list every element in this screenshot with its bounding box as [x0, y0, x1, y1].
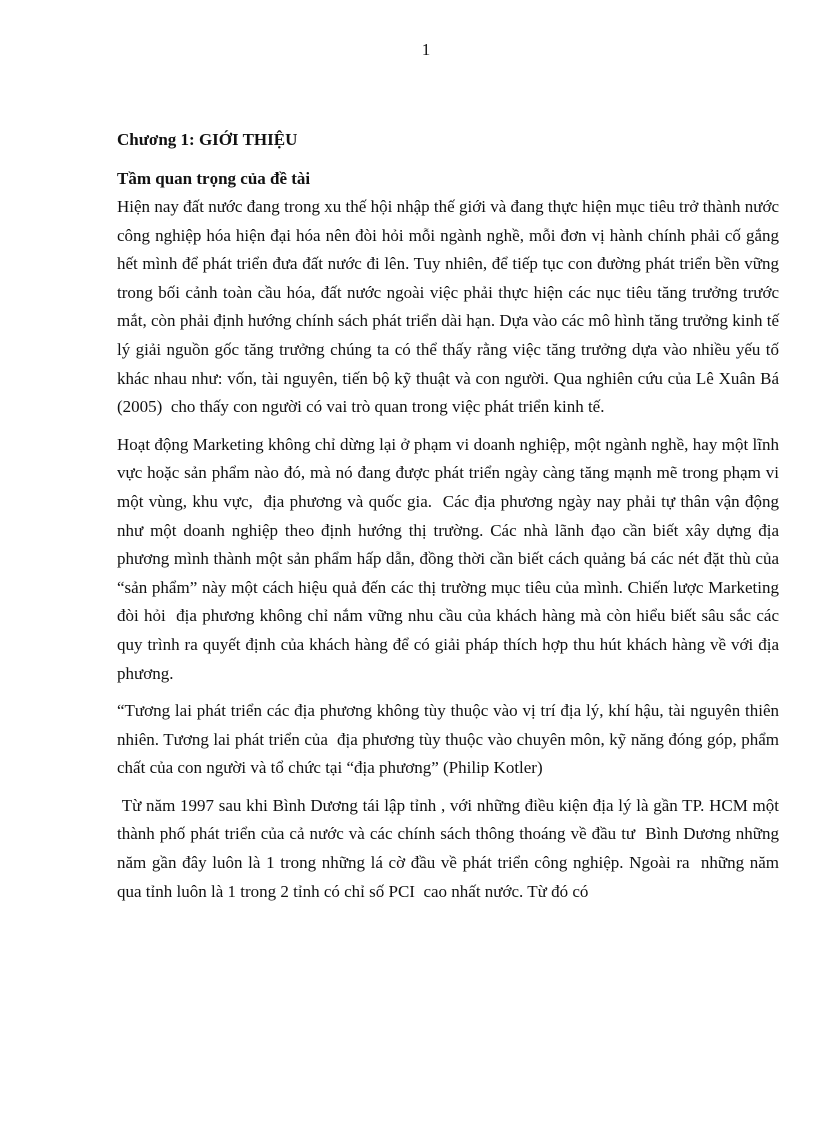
paragraph-1: Hiện nay đất nước đang trong xu thế hội nhập thế giới và đang thực hiện mục tiêu trở thành nước công nghiệp hóa hiện đại hóa nên đòi hỏi mỗi ngành nghề, mỗi đơn vị hành chính phải cố gắng hết mình để phát triển đưa đất nước đi lên. Tuy nhiên, để tiếp tục con đường phát triển bền vững trong bối cảnh toàn cầu hóa, đất nước ngoài việc phải thực hiện các nục tiêu tăng trưởng trước mắt, còn phải định hướng chính sách phát triển dài hạn. Dựa vào các mô hình tăng trưởng kinh tế lý giải nguồn gốc tăng trưởng chúng ta có thể thấy rằng việc tăng trưởng dựa vào nhiều yếu tố khác nhau như: vốn, tài nguyên, tiến bộ kỹ thuật và con người. Qua nghiên cứu của Lê Xuân Bá (2005) cho thấy con người có vai trò quan trong việc phát triển kinh tế.: [117, 197, 784, 417]
page-number: 1: [421, 40, 431, 59]
section-title: Tầm quan trọng của đề tài: [117, 169, 311, 188]
chapter-title: Chương 1: GIỚI THIỆU: [117, 130, 298, 149]
page-content: [117, 126, 788, 915]
paragraph-2: Hoạt động Marketing không chỉ dừng lại ở phạm vi doanh nghiệp, một ngành nghề, hay một lĩnh vực hoặc sản phẩm nào đó, mà nó đang được phát triển ngày càng tăng mạnh mẽ trong phạm vi một vùng, khu vực, địa phương và quốc gia. Các địa phương ngày nay phải tự thân vận động như một doanh nghiệp theo định hướng thị trường. Các nhà lãnh đạo cần biết xây dựng địa phương mình thành một sản phẩm hấp dẫn, đồng thời cần biết cách quảng bá các nét đặt thù của “sản phẩm” này một cách hiệu quả đến các thị trường mục tiêu của mình. Chiến lược Marketing đòi hỏi địa phương không chỉ nắm vững nhu cầu của khách hàng mà còn hiểu biết sâu sắc các quy trình ra quyết định của khách hàng để có giải pháp thích hợp thu hút khách hàng về với địa phương.: [117, 434, 788, 683]
paragraph-4: Từ năm 1997 sau khi Bình Dương tái lập tỉnh , với những điều kiện địa lý là gần TP. HCM một thành phố phát triển của cả nước và các chính sách thông thoáng về đầu tư Bình Dương những năm gần đây luôn là 1 trong những lá cờ đầu về phát triển công nghiệp. Ngoài ra những năm qua tỉnh luôn là 1 trong 2 tỉnh có chỉ số PCI cao nhất nước. Từ đó có: [117, 795, 784, 901]
paragraph-3: “Tương lai phát triển các địa phương không tùy thuộc vào vị trí địa lý, khí hậu, tài nguyên thiên nhiên. Tương lai phát triển của địa phương tùy thuộc vào chuyên môn, kỹ năng đóng góp, phẩm chất của con người và tổ chức tại “địa phương” (Philip Kotler): [117, 701, 784, 778]
